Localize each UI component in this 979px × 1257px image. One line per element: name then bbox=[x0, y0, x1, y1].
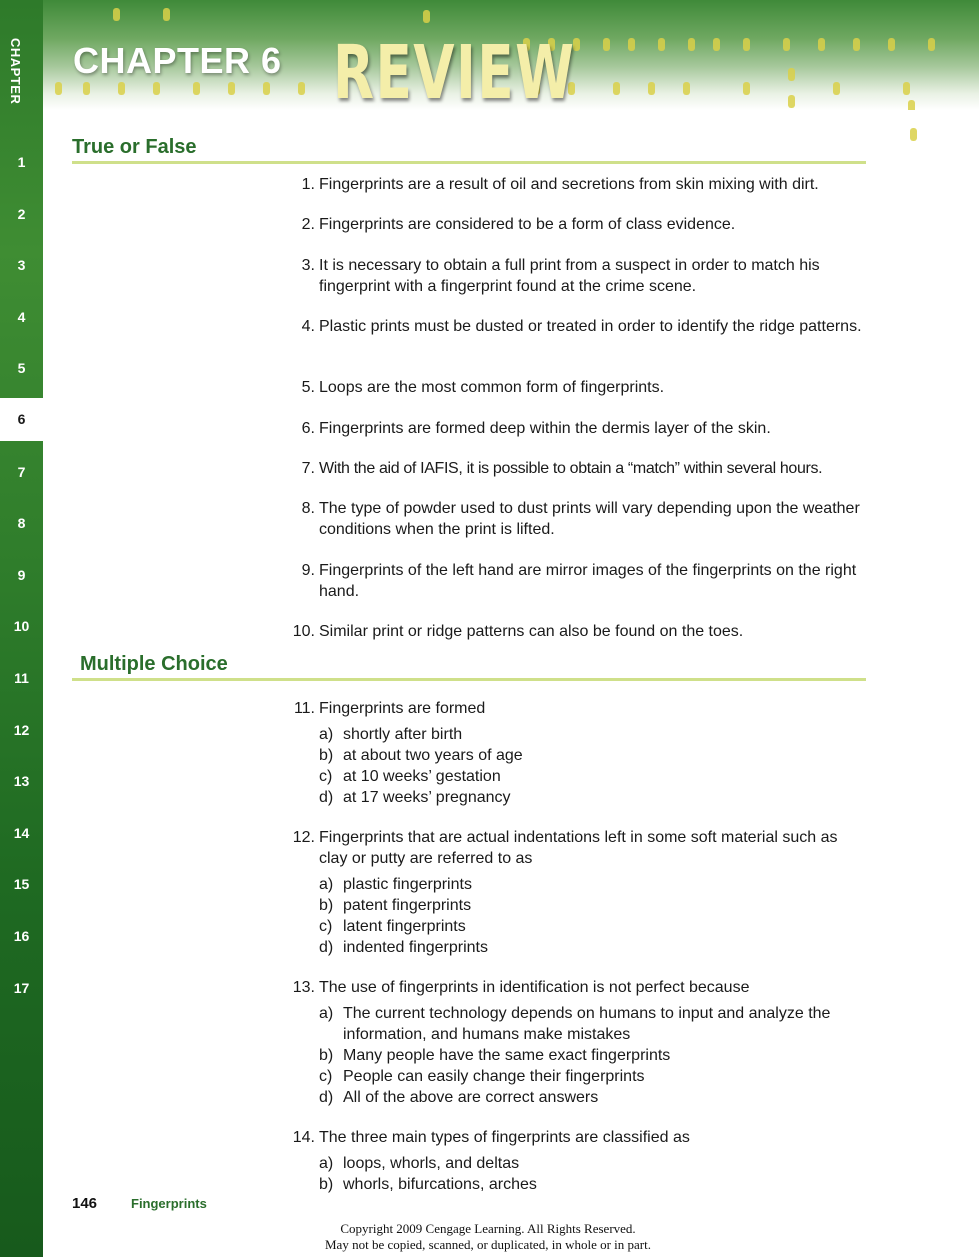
answer-option: a) shortly after birth bbox=[319, 726, 463, 743]
chapter-tab-5[interactable]: 5 bbox=[17, 360, 26, 376]
chapter-tab-9[interactable]: 9 bbox=[17, 567, 26, 583]
chapter-tab-4[interactable]: 4 bbox=[17, 309, 26, 325]
answer-option: c) People can easily change their fingerprints bbox=[319, 1068, 645, 1085]
question-8: 8. The type of powder used to dust prints will vary depending upon the weather conditions when the print is lifted. bbox=[301, 500, 860, 538]
chapter-tab-10[interactable]: 10 bbox=[13, 618, 30, 634]
answer-option: b) whorls, bifurcations, arches bbox=[319, 1176, 537, 1193]
answer-option: b) Many people have the same exact fingerprints bbox=[319, 1047, 671, 1064]
answer-option: b) at about two years of age bbox=[319, 747, 523, 764]
true-false-heading: True or False bbox=[72, 136, 197, 158]
chapter-tab-8[interactable]: 8 bbox=[17, 515, 26, 531]
question-3: 3. It is necessary to obtain a full print from a suspect in order to match his fingerprint with a fingerprint found at the crime scene. bbox=[301, 257, 820, 295]
answer-option: d) indented fingerprints bbox=[319, 939, 488, 956]
answer-option: c) latent fingerprints bbox=[319, 918, 466, 935]
question-11: 11. Fingerprints are formed a) shortly after birth b) at about two years of age c) at 10 weeks’ gestation d) at 17 weeks’ pregnancy bbox=[284, 698, 869, 808]
answer-option: a) plastic fingerprints bbox=[319, 876, 472, 893]
copyright-notice bbox=[243, 1221, 733, 1253]
answer-option: b) patent fingerprints bbox=[319, 897, 472, 914]
answer-option: a) loops, whorls, and deltas bbox=[319, 1155, 520, 1172]
chapter-tab-2[interactable]: 2 bbox=[17, 206, 26, 222]
chapter-tab-13[interactable]: 13 bbox=[13, 773, 30, 789]
question-12: 12. Fingerprints that are actual indentations left in some soft material such as clay or putty are referred to as a) plastic fingerprints b) patent fingerprints c) latent fingerprints d) indented fingerprints bbox=[284, 827, 869, 958]
chapter-tab-17[interactable]: 17 bbox=[13, 980, 30, 996]
question-7: 7. With the aid of IAFIS, it is possible to obtain a “match” within several hours. bbox=[301, 460, 823, 477]
chapter-tab-15[interactable]: 15 bbox=[13, 876, 30, 892]
chapter-tab-7[interactable]: 7 bbox=[17, 464, 26, 480]
chapter-sidebar bbox=[0, 0, 43, 1257]
chapter-tab-1[interactable]: 1 bbox=[17, 154, 26, 170]
copyright-line-2: May not be copied, scanned, or duplicated, in whole or in part. bbox=[325, 1237, 651, 1252]
chapter-tab-12[interactable]: 12 bbox=[13, 722, 30, 738]
question-14: 14. The three main types of fingerprints are classified as a) loops, whorls, and deltas b) whorls, bifurcations, arches bbox=[284, 1127, 869, 1195]
chapter-title: CHAPTER 6 bbox=[73, 40, 282, 81]
answer-option: a) The current technology depends on humans to input and analyze the information, and humans make mistakes bbox=[319, 1005, 831, 1043]
question-4: 4. Plastic prints must be dusted or treated in order to identify the ridge patterns. bbox=[301, 318, 862, 335]
chapter-tab-6[interactable]: 6 bbox=[0, 398, 43, 441]
section-divider bbox=[72, 678, 866, 681]
banner-dot bbox=[910, 128, 917, 141]
answer-option: d) at 17 weeks’ pregnancy bbox=[319, 789, 511, 806]
copyright-line-1: Copyright 2009 Cengage Learning. All Rights Reserved. bbox=[340, 1221, 636, 1236]
chapter-tab-3[interactable]: 3 bbox=[17, 257, 26, 273]
question-13: 13. The use of fingerprints in identification is not perfect because a) The current technology depends on humans to input and analyze the information, and humans make mistakes b) Many people have the same exact fingerprints c) People can easily change their fingerprints d) All of the above are correct answers bbox=[284, 977, 869, 1108]
answer-option: c) at 10 weeks’ gestation bbox=[319, 768, 501, 785]
review-title: REVIEW bbox=[333, 30, 576, 116]
chapter-tab-14[interactable]: 14 bbox=[13, 825, 30, 841]
question-9: 9. Fingerprints of the left hand are mirror images of the fingerprints on the right hand. bbox=[301, 562, 857, 600]
question-6: 6. Fingerprints are formed deep within the dermis layer of the skin. bbox=[301, 420, 771, 437]
question-5: 5. Loops are the most common form of fingerprints. bbox=[301, 379, 665, 396]
chapter-tab-16[interactable]: 16 bbox=[13, 928, 30, 944]
question-1: 1. Fingerprints are a result of oil and secretions from skin mixing with dirt. bbox=[301, 176, 819, 193]
running-footer-title: Fingerprints bbox=[131, 1196, 207, 1211]
chapter-tab-11[interactable]: 11 bbox=[14, 670, 29, 686]
multiple-choice-heading: Multiple Choice bbox=[80, 653, 228, 675]
question-2: 2. Fingerprints are considered to be a form of class evidence. bbox=[301, 216, 736, 233]
section-divider bbox=[72, 161, 866, 164]
answer-option: d) All of the above are correct answers bbox=[319, 1089, 599, 1106]
sidebar-chapter-label: CHAPTER bbox=[8, 38, 23, 105]
page-number: 146 bbox=[72, 1195, 98, 1212]
question-10: 10. Similar print or ridge patterns can also be found on the toes. bbox=[292, 623, 744, 640]
